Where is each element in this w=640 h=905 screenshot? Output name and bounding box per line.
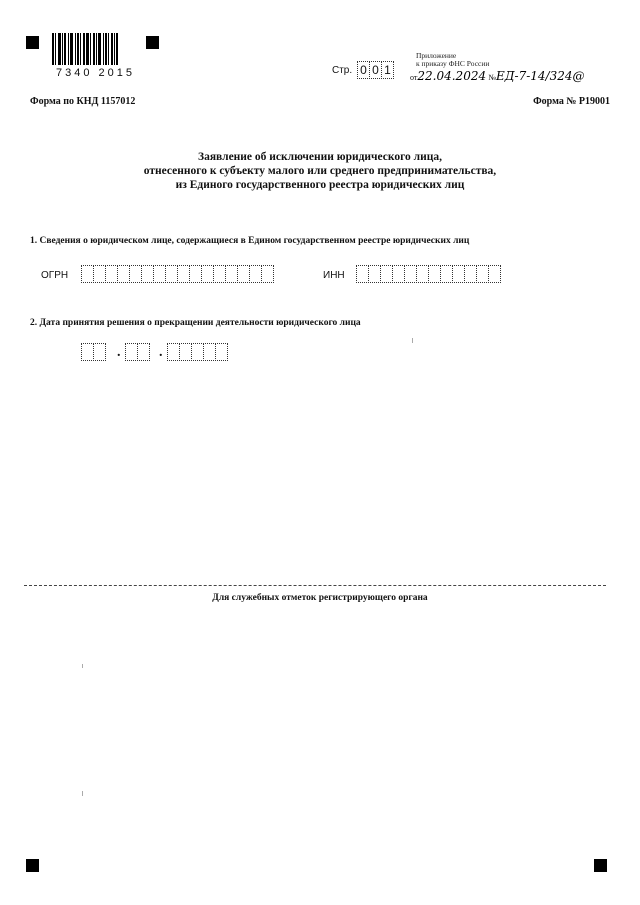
- document-title: [60, 150, 580, 192]
- scan-mark: [82, 791, 83, 796]
- date-separator: .: [117, 345, 121, 360]
- scan-mark: [412, 338, 413, 343]
- page-label: Стр.: [332, 65, 353, 76]
- scan-mark: [82, 664, 83, 668]
- barcode: [52, 33, 132, 65]
- inn-input-cells[interactable]: [356, 265, 500, 283]
- ogrn-label: ОГРН: [41, 270, 69, 281]
- date-separator: .: [159, 345, 163, 360]
- section-2-heading: 2. Дата принятия решения о прекращении деятельности юридического лица: [30, 318, 361, 328]
- form-number: Форма № Р19001: [533, 96, 610, 107]
- title-line-2: отнесенного к субъекту малого или среднего предпринимательства,: [143, 165, 497, 177]
- title-line-1: Заявление об исключении юридического лица,: [198, 151, 442, 163]
- page-digit-cell[interactable]: 0: [369, 61, 382, 79]
- date-month-cells[interactable]: [125, 343, 149, 361]
- date-year-cell[interactable]: [215, 343, 228, 361]
- section-1-heading: 1. Сведения о юридическом лице, содержащиеся в Едином государственном реестре юридических лиц: [30, 236, 470, 246]
- inn-digit-cell[interactable]: [488, 265, 501, 283]
- annex-note: [416, 52, 489, 68]
- page-digit-cell[interactable]: 0: [357, 61, 370, 79]
- page-number-cells: [357, 61, 393, 79]
- ogrn-input-cells[interactable]: [81, 265, 273, 283]
- service-separator-line: [24, 585, 606, 586]
- service-area-heading: Для служебных отметок регистрирующего органа: [212, 593, 428, 603]
- annex-number-label: №: [488, 73, 496, 82]
- form-knd-code: Форма по КНД 1157012: [30, 96, 136, 107]
- date-day-cell[interactable]: [93, 343, 106, 361]
- corner-marker-bottom-right: [594, 859, 607, 872]
- annex-order-line: [410, 69, 584, 83]
- ogrn-digit-cell[interactable]: [261, 265, 274, 283]
- title-line-3: из Единого государственного реестра юридических лиц: [175, 179, 465, 191]
- date-year-cells[interactable]: [167, 343, 227, 361]
- corner-marker-top-left: [26, 36, 39, 49]
- annex-prefix: от: [410, 73, 418, 82]
- date-month-cell[interactable]: [137, 343, 150, 361]
- annex-line-1: Приложение: [416, 51, 457, 60]
- corner-marker-bottom-left: [26, 859, 39, 872]
- barcode-number: 7340 2015: [56, 67, 135, 79]
- page-digit-cell[interactable]: 1: [381, 61, 394, 79]
- inn-label: ИНН: [323, 270, 345, 281]
- annex-date-handwritten: 22.04.2024: [417, 69, 487, 83]
- corner-marker-top-right: [146, 36, 159, 49]
- annex-number-handwritten: ЕД-7-14/324@: [496, 69, 585, 83]
- annex-line-2: к приказу ФНС России: [416, 59, 490, 68]
- date-day-cells[interactable]: [81, 343, 105, 361]
